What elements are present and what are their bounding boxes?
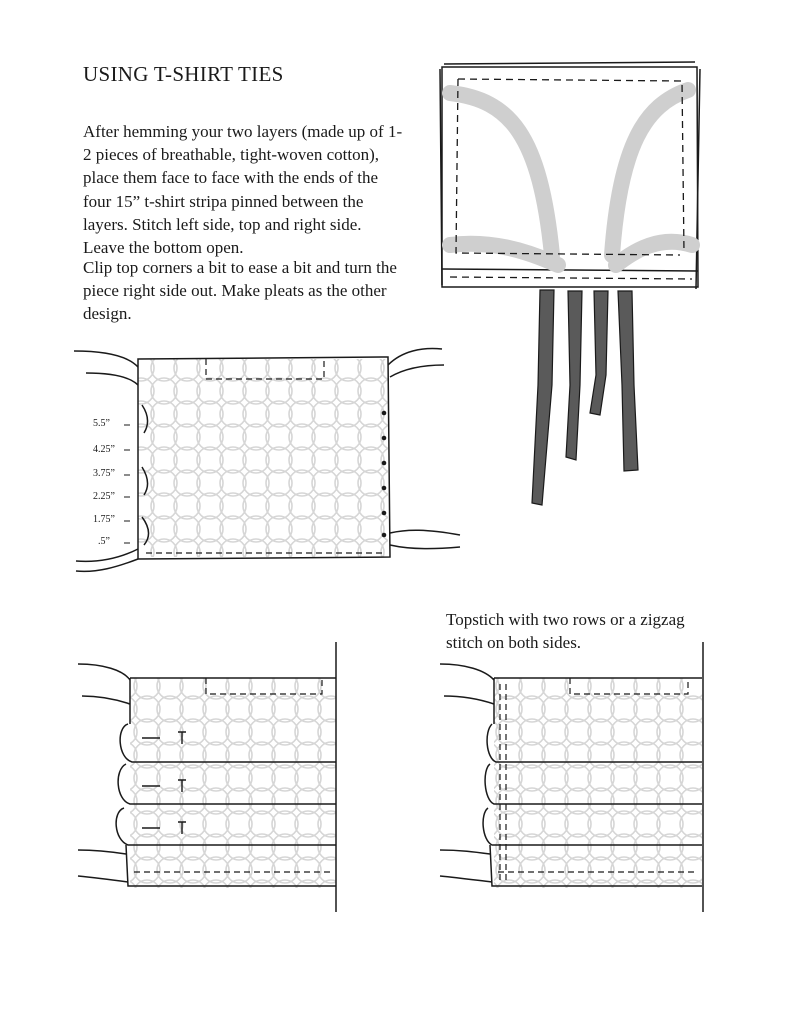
instruction-paragraph-2: Clip top corners a bit to ease a bit and turn the piece right side out. Make pleats as the other design. [83, 258, 397, 324]
topstitched-pleats-illustration [440, 640, 715, 920]
sewn-layers-with-ties-illustration [430, 55, 710, 515]
topstitch-note: Topstich with two rows or a zigzag stitch on both sides. [446, 610, 685, 653]
measurement-label: 5.5” [93, 418, 110, 429]
page-title: USING T-SHIRT TIES [83, 62, 284, 86]
pleat-measurement-illustration [72, 345, 472, 575]
measurement-label: 2.25” [93, 491, 115, 502]
measurement-label: 3.75” [93, 468, 115, 479]
pinned-pleats-illustration [78, 640, 353, 920]
measurement-label: 4.25” [93, 444, 115, 455]
measurement-label: 1.75” [93, 514, 115, 525]
instruction-paragraph-1: After hemming your two layers (made up of 1-2 pieces of breathable, tight-woven cotton), place them face to face with the ends of the four 15” t-shirt stripa pinned between the layers. Stitch left side, top and right side. Leave the bottom open. [83, 122, 403, 258]
measurement-label: .5” [98, 536, 110, 547]
